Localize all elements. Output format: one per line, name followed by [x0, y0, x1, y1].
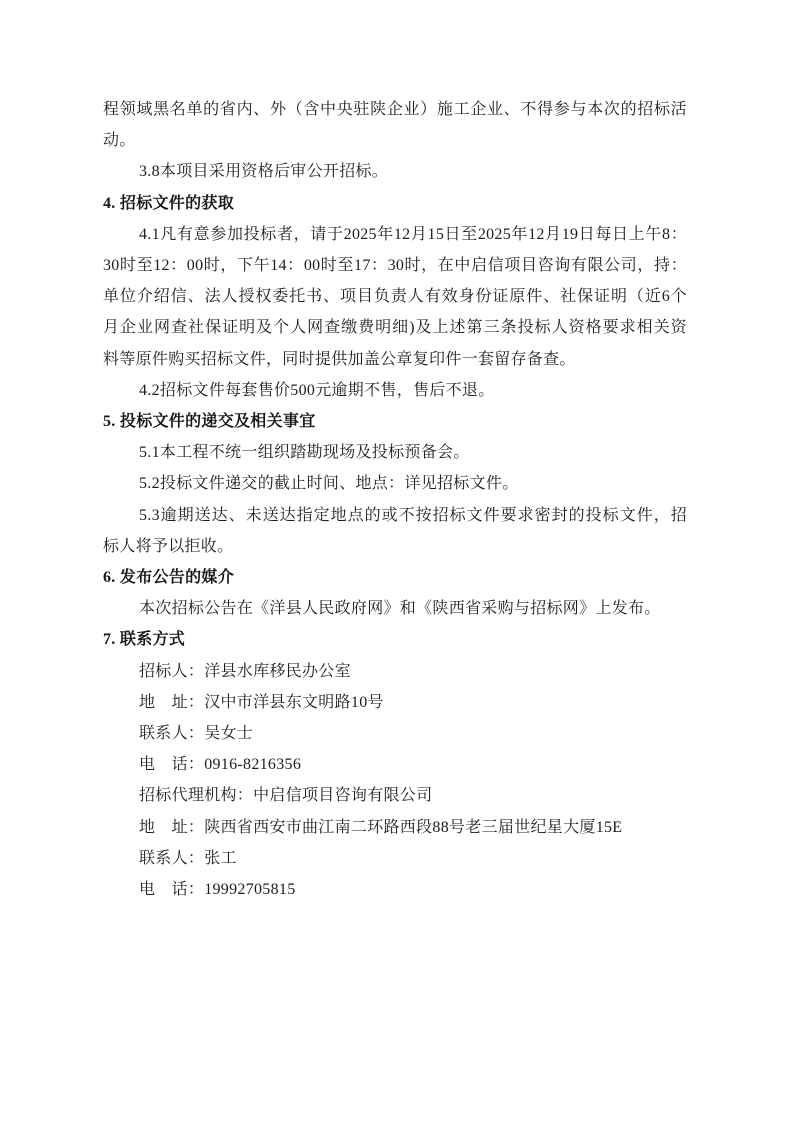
text-line: 程领域黑名单的省内、外（含中央驻陕企业）施工企业、不得参与本次的招标活: [103, 101, 687, 118]
text-line: 地 址：陕西省西安市曲江南二环路西段88号老三届世纪星大厦15E: [139, 818, 623, 836]
text-line: 4.1凡有意参加投标者，请于2025年12月15日至2025年12月19日每日上午8：: [139, 225, 687, 243]
text-line: 5.1本工程不统一组织踏勘现场及投标预备会。: [139, 444, 470, 462]
document-content: [103, 94, 687, 905]
text-line: 联系人：吴女士: [139, 725, 254, 743]
text-line: 电 话：19992705815: [139, 881, 296, 899]
text-line: 月企业网查社保证明及个人网查缴费明细)及上述第三条投标人资格要求相关资: [103, 319, 687, 337]
text-line: 5.3逾期送达、未送达指定地点的或不按招标文件要求密封的投标文件，招: [139, 506, 687, 524]
text-line: 本次招标公告在《洋县人民政府网》和《陕西省采购与招标网》上发布。: [139, 600, 661, 618]
section-heading: 4. 招标文件的获取: [103, 194, 235, 212]
section-heading: 6. 发布公告的媒介: [103, 569, 235, 587]
text-line: 标人将予以拒收。: [103, 537, 234, 555]
text-line: 料等原件购买招标文件，同时提供加盖公章复印件一套留存备查。: [103, 350, 576, 368]
text-line: 5.2投标文件递交的截止时间、地点：详见招标文件。: [139, 475, 519, 493]
text-line: 3.8本项目采用资格后审公开招标。: [139, 163, 389, 181]
text-line: 4.2招标文件每套售价500元逾期不售，售后不退。: [139, 381, 495, 399]
text-line: 招标代理机构：中启信项目咨询有限公司: [139, 787, 433, 805]
text-line: 联系人：张工: [139, 849, 237, 867]
text-line: 单位介绍信、法人授权委托书、项目负责人有效身份证原件、社保证明（近6个: [103, 288, 687, 306]
text-line: 动。: [103, 132, 136, 150]
text-line: 招标人：洋县水库移民办公室: [139, 662, 351, 680]
section-heading: 5. 投标文件的递交及相关事宜: [103, 413, 316, 431]
text-line: 电 话：0916-8216356: [139, 756, 302, 774]
section-heading: 7. 联系方式: [103, 631, 186, 649]
text-line: 30时至12：00时，下午14：00时至17：30时，在中启信项目咨询有限公司，持：: [103, 257, 687, 275]
text-line: 地 址：汉中市洋县东文明路10号: [139, 693, 384, 711]
